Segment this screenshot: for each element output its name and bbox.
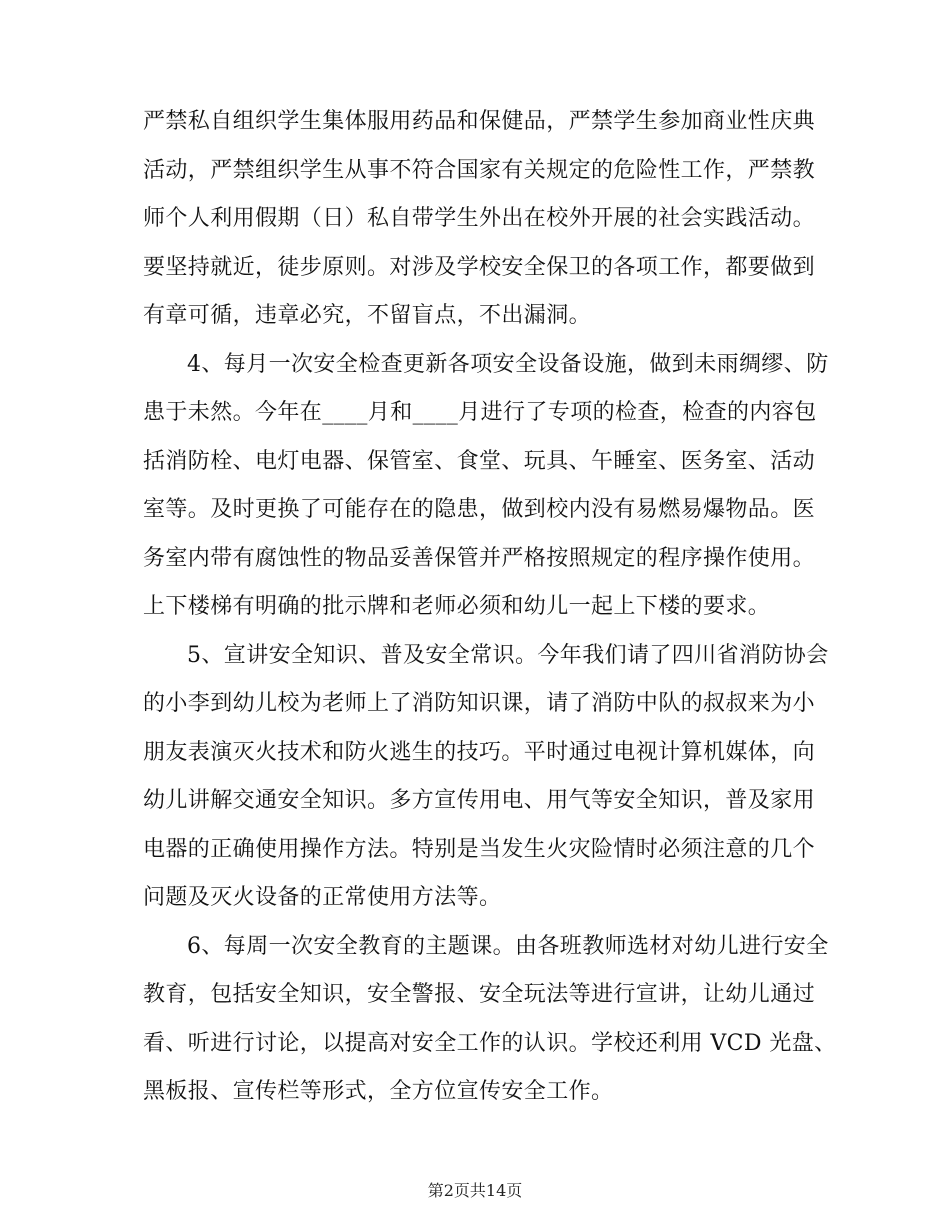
text-line: 6、每周一次安全教育的主题课。由各班教师选材对幼儿进行安全 bbox=[187, 933, 829, 959]
paragraph-item-5 bbox=[143, 632, 829, 923]
text-line: 黑板报、宣传栏等形式，全方位宣传安全工作。 bbox=[143, 1079, 614, 1104]
text-line: 4、每月一次安全检查更新各项安全设备设施，做到未雨绸缪、防 bbox=[187, 351, 829, 377]
text-line: 看、听进行讨论，以提高对安全工作的认识。学校还利用 VCD 光盘、 bbox=[143, 1030, 837, 1056]
paragraph-item-6 bbox=[143, 923, 837, 1117]
text-line: 患于未然。今年在____月和____月进行了专项的检查，检查的内容包 bbox=[143, 400, 817, 425]
text-line: 括消防栓、电灯电器、保管室、食堂、玩具、午睡室、医务室、活动 bbox=[143, 448, 816, 474]
document-body bbox=[143, 98, 837, 1117]
paragraph-continuation bbox=[143, 98, 823, 341]
text-line: 务室内带有腐蚀性的物品妥善保管并严格按照规定的程序操作使用。 bbox=[143, 545, 816, 571]
text-line: 严禁私自组织学生集体服用药品和保健品，严禁学生参加商业性庆典 bbox=[143, 109, 816, 134]
text-line: 上下楼梯有明确的批示牌和老师必须和幼儿一起上下楼的要求。 bbox=[143, 594, 771, 619]
text-line: 有章可循，违章必究，不留盲点，不出漏洞。 bbox=[143, 303, 592, 328]
text-line: 朋友表演灭火技术和防火逃生的技巧。平时通过电视计算机媒体，向 bbox=[143, 739, 816, 765]
text-line: 要坚持就近，徒步原则。对涉及学校安全保卫的各项工作，都要做到 bbox=[143, 254, 816, 280]
text-line: 5、宣讲安全知识、普及安全常识。今年我们请了四川省消防协会 bbox=[187, 642, 829, 668]
text-line: 问题及灭火设备的正常使用方法等。 bbox=[143, 885, 502, 910]
text-line: 室等。及时更换了可能存在的隐患，做到校内没有易燃易爆物品。医 bbox=[143, 497, 816, 522]
text-line: 幼儿讲解交通安全知识。多方宣传用电、用气等安全知识，普及家用 bbox=[143, 788, 816, 813]
text-line: 电器的正确使用操作方法。特别是当发生火灾险情时必须注意的几个 bbox=[143, 836, 816, 862]
text-line: 师个人利用假期（日）私自带学生外出在校外开展的社会实践活动。 bbox=[143, 206, 816, 231]
page-number-footer: 第2页共14页 bbox=[427, 1181, 523, 1200]
paragraph-item-4 bbox=[143, 341, 829, 632]
text-line: 活动，严禁组织学生从事不符合国家有关规定的危险性工作，严禁教 bbox=[143, 157, 816, 183]
text-line: 的小李到幼儿校为老师上了消防知识课，请了消防中队的叔叔来为小 bbox=[143, 691, 816, 716]
text-line: 教育，包括安全知识，安全警报、安全玩法等进行宣讲，让幼儿通过 bbox=[143, 982, 816, 1007]
